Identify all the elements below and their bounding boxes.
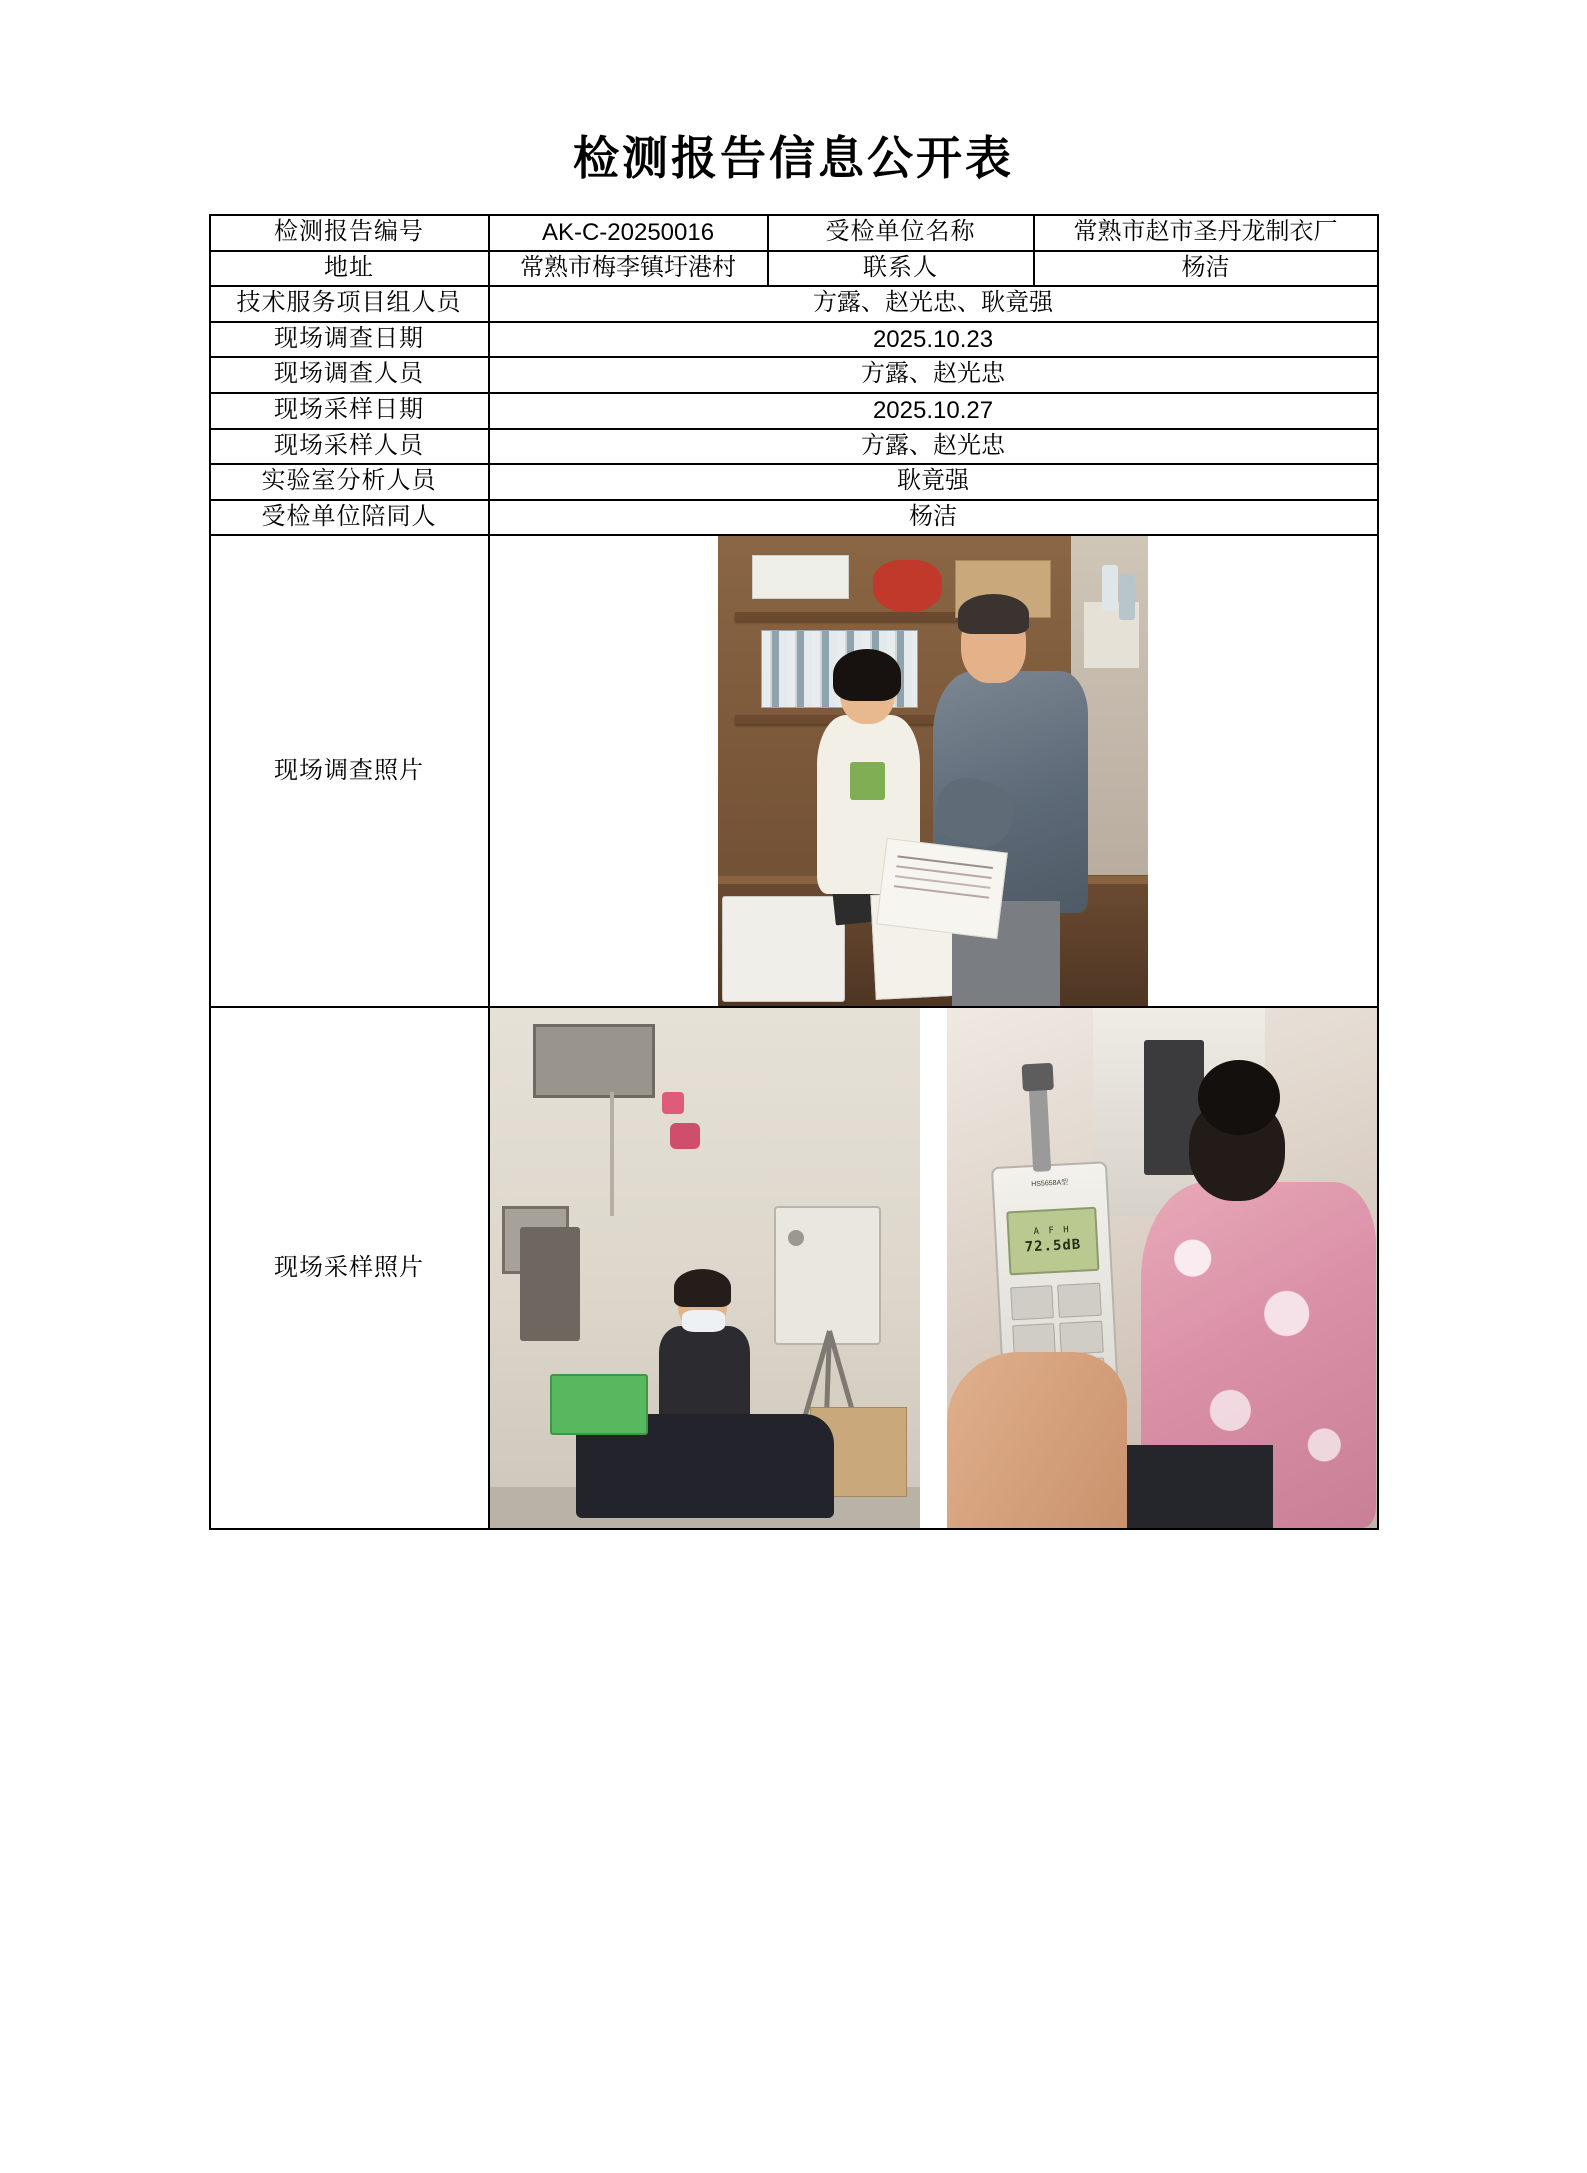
person-hair-bun (1198, 1060, 1280, 1135)
red-bag (873, 560, 942, 612)
table-row (210, 215, 1378, 251)
row-label-survey-staff: 现场调查人员 (210, 357, 489, 393)
table-row (210, 251, 1378, 287)
sampling-photo-noise (947, 1008, 1377, 1528)
row-label-company: 受检单位名称 (768, 215, 1034, 251)
worker-person (653, 1279, 756, 1435)
pipe (610, 1092, 614, 1217)
sampler-knob (788, 1230, 804, 1246)
row-label-report-no: 检测报告编号 (210, 215, 489, 251)
meter-key (1058, 1283, 1102, 1318)
survey-photo-image (718, 536, 1148, 1006)
table-row (210, 500, 1378, 536)
table-row (210, 322, 1378, 358)
white-box (752, 555, 849, 599)
row-value-sampling-date: 2025.10.27 (489, 393, 1378, 429)
equipment-box (520, 1227, 580, 1341)
report-info-table (209, 214, 1379, 1530)
table-row (210, 286, 1378, 322)
meter-lcd-line2: 72.5dB (1024, 1237, 1082, 1257)
row-label-address: 地址 (210, 251, 489, 287)
face-mask (682, 1310, 725, 1332)
page-title: 检测报告信息公开表 (573, 133, 1014, 184)
survey-photo-cell (489, 535, 1378, 1007)
dust-sampler (774, 1206, 881, 1345)
person-hair (674, 1269, 732, 1306)
row-label-sampling-photo: 现场采样照片 (210, 1007, 489, 1529)
table-row (210, 393, 1378, 429)
printer (722, 896, 844, 1001)
form-lines (898, 855, 994, 869)
table-row-survey-photo (210, 535, 1378, 1007)
meter-lcd-line1: A F H (1033, 1225, 1072, 1238)
wall-vent (533, 1024, 655, 1098)
meter-brand-label: HS5658A型 (1031, 1179, 1069, 1188)
green-basket (550, 1374, 649, 1435)
bottle (1102, 565, 1118, 611)
row-value-company: 常熟市赵市圣丹龙制衣厂 (1034, 215, 1378, 251)
sampling-photo-cell (489, 1007, 1378, 1529)
row-value-escort: 杨洁 (489, 500, 1378, 536)
meter-key (1060, 1321, 1104, 1356)
table-row (210, 429, 1378, 465)
row-label-escort: 受检单位陪同人 (210, 500, 489, 536)
row-value-team: 方露、赵光忠、耿竟强 (489, 286, 1378, 322)
shirt-print (850, 762, 885, 800)
row-value-sampling-staff: 方露、赵光忠 (489, 429, 1378, 465)
row-label-sampling-staff: 现场采样人员 (210, 429, 489, 465)
row-label-survey-photo: 现场调查照片 (210, 535, 489, 1007)
bottle (1119, 574, 1135, 620)
row-label-survey-date: 现场调查日期 (210, 322, 489, 358)
row-value-contact: 杨洁 (1034, 251, 1378, 287)
table-row (210, 464, 1378, 500)
row-label-team: 技术服务项目组人员 (210, 286, 489, 322)
row-value-lab-staff: 耿竟强 (489, 464, 1378, 500)
sampling-photo-dust (490, 1008, 920, 1528)
row-value-survey-date: 2025.10.23 (489, 322, 1378, 358)
meter-key (1010, 1285, 1054, 1320)
row-label-lab-staff: 实验室分析人员 (210, 464, 489, 500)
wall-hook (670, 1123, 700, 1149)
row-label-sampling-date: 现场采样日期 (210, 393, 489, 429)
microphone-tip (1021, 1063, 1054, 1092)
row-value-survey-staff: 方露、赵光忠 (489, 357, 1378, 393)
person-standing (933, 602, 1088, 1006)
table-row-sampling-photo (210, 1007, 1378, 1529)
survey-photo-wrap (490, 536, 1377, 1006)
survey-form-paper (877, 837, 1009, 938)
wall-hook (662, 1092, 684, 1114)
holding-hand (947, 1352, 1128, 1529)
meter-lcd-display (1007, 1207, 1100, 1275)
row-value-report-no: AK-C-20250016 (489, 215, 768, 251)
row-value-address: 常熟市梅李镇圩港村 (489, 251, 768, 287)
table-row (210, 357, 1378, 393)
document-page (0, 122, 1587, 2173)
sampling-photo-wrap (490, 1008, 1377, 1528)
person-hair (958, 594, 1029, 634)
person-hair (833, 649, 901, 701)
row-label-contact: 联系人 (768, 251, 1034, 287)
